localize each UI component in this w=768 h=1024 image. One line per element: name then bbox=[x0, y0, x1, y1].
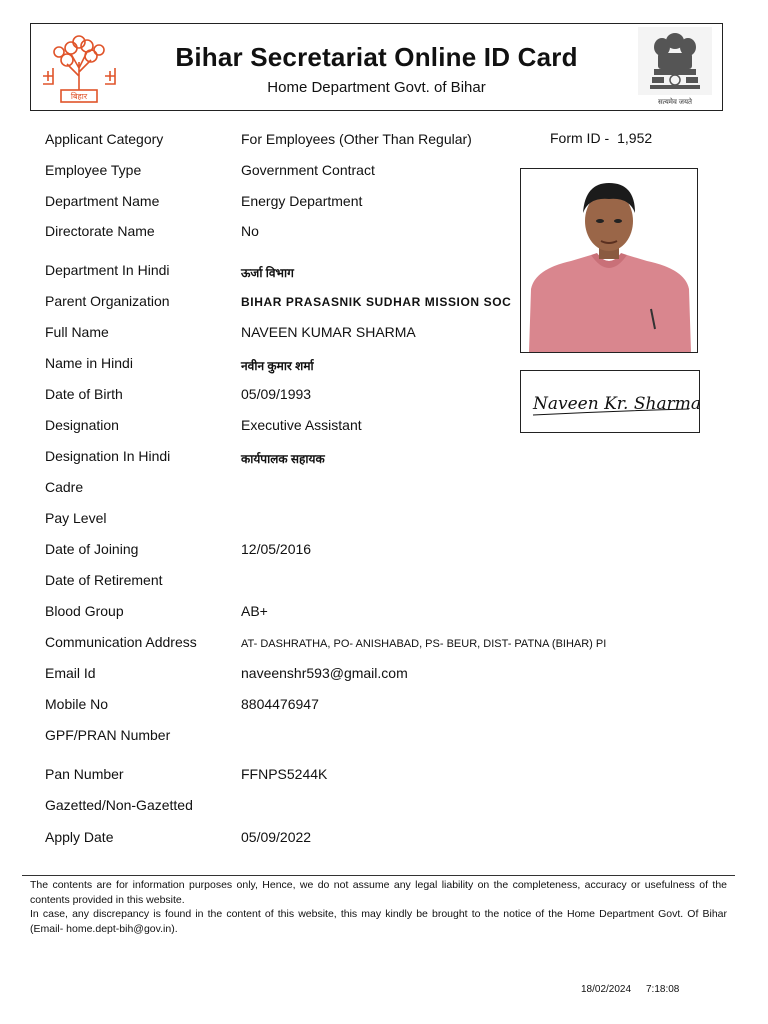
emblem-motto: सत्यमेव जयते bbox=[657, 99, 693, 106]
print-time: 7:18:08 bbox=[646, 984, 680, 995]
field-pan-number bbox=[45, 766, 525, 788]
page-subtitle: Home Department Govt. of Bihar bbox=[267, 79, 486, 96]
field-parent-organization bbox=[45, 293, 525, 315]
field-label: Gazetted/Non-Gazetted bbox=[45, 797, 193, 813]
field-label: Full Name bbox=[45, 324, 109, 340]
field-label: Communication Address bbox=[45, 634, 197, 650]
field-value: AB+ bbox=[241, 603, 268, 619]
person-photo-icon bbox=[521, 169, 697, 352]
field-apply-date bbox=[45, 829, 525, 851]
field-gazetted bbox=[45, 797, 525, 819]
field-full-name bbox=[45, 324, 525, 346]
field-label: Designation bbox=[45, 417, 119, 433]
field-value: For Employees (Other Than Regular) bbox=[241, 131, 472, 147]
lion-capital-icon bbox=[638, 27, 712, 95]
form-id-value: 1,952 bbox=[617, 130, 653, 146]
field-label: Pan Number bbox=[45, 766, 124, 782]
disclaimer-line-2: In case, any discrepancy is found in the content of this website, this may kindly be brought to the notice of the Home Department Govt. Of Bihar (Email- home.dept-bih@gov.in). bbox=[30, 908, 727, 935]
field-department-hindi bbox=[45, 262, 525, 284]
field-label: Department Name bbox=[45, 193, 160, 209]
field-mobile bbox=[45, 696, 525, 718]
print-date: 18/02/2024 bbox=[581, 984, 632, 995]
field-department-name bbox=[45, 193, 525, 215]
field-pay-level bbox=[45, 510, 525, 532]
field-value: No bbox=[241, 223, 259, 239]
field-applicant-category bbox=[45, 131, 525, 153]
field-value: कार्यपालक सहायक bbox=[241, 452, 325, 466]
applicant-photo bbox=[520, 168, 698, 353]
id-card-header bbox=[30, 23, 723, 111]
field-value: naveenshr593@gmail.com bbox=[241, 665, 408, 681]
field-value: AT- DASHRATHA, PO- ANISHABAD, PS- BEUR, DIST- PATNA (BIHAR) PI bbox=[241, 638, 607, 650]
field-value: 05/09/1993 bbox=[241, 386, 312, 402]
field-value: 8804476947 bbox=[241, 696, 319, 712]
field-date-of-retirement bbox=[45, 572, 525, 594]
disclaimer-line-1: The contents are for information purposes only, Hence, we do not assume any legal liability on the completeness, accuracy or usefulness of the contents provided in this website. bbox=[30, 879, 727, 906]
field-label: Applicant Category bbox=[45, 131, 164, 147]
field-cadre bbox=[45, 479, 525, 501]
field-label: Mobile No bbox=[45, 696, 109, 712]
field-label: Employee Type bbox=[45, 162, 142, 178]
field-label: Pay Level bbox=[45, 510, 107, 526]
field-value: 05/09/2022 bbox=[241, 829, 312, 845]
field-email bbox=[45, 665, 525, 687]
field-date-of-birth bbox=[45, 386, 525, 408]
field-value: Energy Department bbox=[241, 193, 363, 209]
page-title: Bihar Secretariat Online ID Card bbox=[175, 42, 578, 72]
form-id-label: Form ID - bbox=[550, 130, 610, 146]
applicant-signature bbox=[520, 370, 700, 433]
field-value: 12/05/2016 bbox=[241, 541, 312, 557]
field-designation bbox=[45, 417, 525, 439]
field-gpf-pran bbox=[45, 727, 525, 749]
field-label: Designation In Hindi bbox=[45, 448, 171, 464]
field-name-hindi bbox=[45, 355, 525, 377]
field-value: Executive Assistant bbox=[241, 417, 362, 433]
form-id bbox=[550, 130, 652, 146]
field-directorate-name bbox=[45, 223, 525, 245]
field-label: Date of Joining bbox=[45, 541, 139, 557]
field-employee-type bbox=[45, 162, 525, 184]
field-label: Name in Hindi bbox=[45, 355, 133, 371]
field-label: Date of Birth bbox=[45, 386, 123, 402]
signature-image bbox=[521, 371, 699, 432]
svg-text:Naveen Kr. Sharma.: Naveen Kr. Sharma. bbox=[533, 394, 699, 414]
field-communication-address bbox=[45, 634, 607, 656]
svg-text:बिहार: बिहार bbox=[70, 92, 88, 101]
field-label: Cadre bbox=[45, 479, 84, 495]
field-value: नवीन कुमार शर्मा bbox=[241, 359, 314, 373]
field-label: Email Id bbox=[45, 665, 96, 681]
field-value: FFNPS5244K bbox=[241, 766, 328, 782]
field-label: Directorate Name bbox=[45, 223, 155, 239]
field-label: Blood Group bbox=[45, 603, 124, 619]
field-value: BIHAR PRASASNIK SUDHAR MISSION SOC bbox=[241, 295, 512, 309]
field-designation-hindi bbox=[45, 448, 525, 470]
field-label: GPF/PRAN Number bbox=[45, 727, 171, 743]
field-label: Date of Retirement bbox=[45, 572, 163, 588]
field-value: Government Contract bbox=[241, 162, 375, 178]
field-value: ऊर्जा विभाग bbox=[241, 266, 294, 280]
footer-divider bbox=[22, 875, 735, 876]
national-emblem bbox=[638, 27, 712, 107]
field-label: Department In Hindi bbox=[45, 262, 170, 278]
field-blood-group bbox=[45, 603, 525, 625]
field-date-of-joining bbox=[45, 541, 525, 563]
field-label: Parent Organization bbox=[45, 293, 170, 309]
field-value: NAVEEN KUMAR SHARMA bbox=[241, 324, 416, 340]
disclaimer bbox=[30, 878, 727, 936]
field-label: Apply Date bbox=[45, 829, 114, 845]
